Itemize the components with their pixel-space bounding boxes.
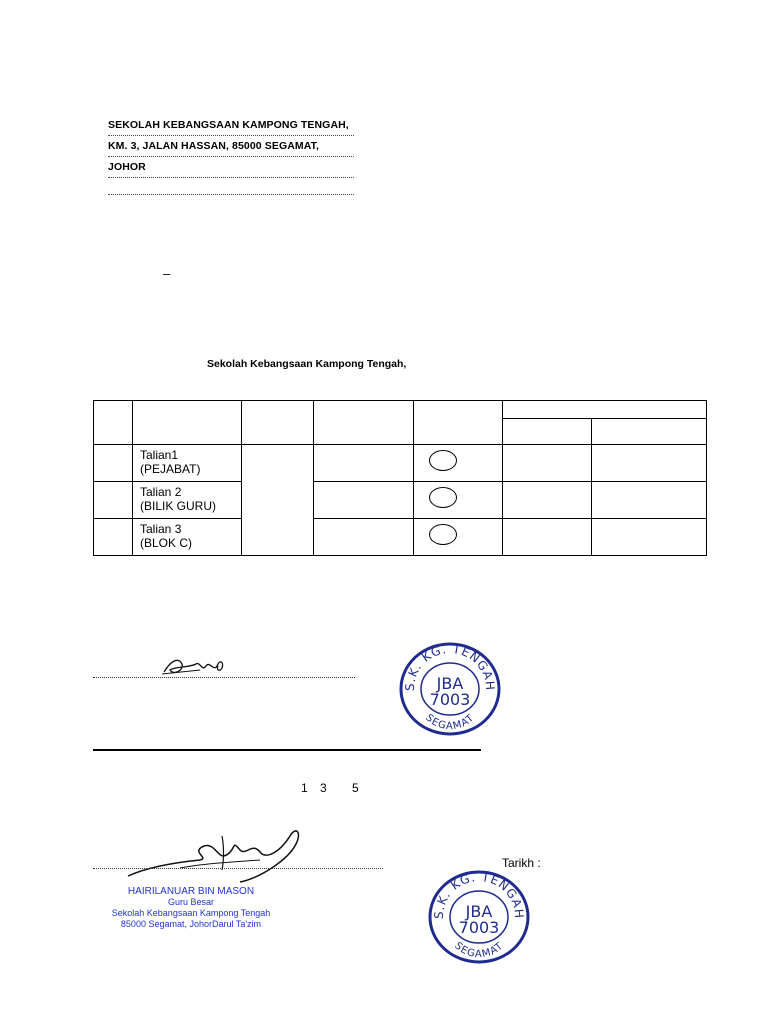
school-name: Sekolah Kebangsaan Kampong Tengah, [207, 358, 407, 370]
stamp-bottom-text: SEGAMAT [423, 712, 477, 733]
circle-mark [429, 450, 457, 471]
address-line-blank [108, 177, 354, 195]
line-label: Talian 3 (BLOK C) [133, 519, 242, 556]
school-stamp-2 [427, 869, 531, 965]
headmaster-school: Sekolah Kebangsaan Kampong Tengah [111, 908, 271, 918]
headmaster-dotted-line [93, 867, 383, 869]
merged-cell [242, 445, 314, 556]
header-cell-group [503, 401, 707, 419]
phone-lines-table [93, 400, 707, 556]
address-line-3: JOHOR [108, 160, 354, 178]
section-divider [93, 749, 481, 751]
digit-1: 1 [301, 781, 308, 795]
signature-dotted-line [93, 676, 355, 678]
address-line-2: KM. 3, JALAN HASSAN, 85000 SEGAMAT, [108, 139, 354, 157]
headmaster-name: HAIRILANUAR BIN MASON [127, 886, 255, 897]
stamp-code-1: JBA [465, 902, 493, 921]
line-label: Talian1 (PEJABAT) [133, 445, 242, 482]
signature-headmaster [120, 822, 310, 888]
header-cell-2 [133, 401, 242, 445]
table-row [94, 519, 707, 556]
header-cell-3 [242, 401, 314, 445]
stamp-code-2: 7003 [429, 690, 471, 709]
digit-3: 3 [320, 781, 327, 795]
headmaster-signature-block [93, 886, 289, 930]
header-subcell-1 [503, 419, 592, 445]
digit-5: 5 [352, 781, 359, 795]
table-row [94, 482, 707, 519]
headmaster-title: Guru Besar [167, 897, 215, 907]
stamp-top-text: S.K. KG. TENGAH [402, 641, 498, 692]
stamp-bottom-text: SEGAMAT [452, 940, 506, 961]
header-cell-1 [94, 401, 133, 445]
header-cell-4 [314, 401, 414, 445]
line-label: Talian 2 (BILIK GURU) [133, 482, 242, 519]
header-subcell-2 [592, 419, 707, 445]
address-line-1: SEKOLAH KEBANGSAAN KAMPONG TENGAH, [108, 118, 354, 136]
table-row [94, 445, 707, 482]
stamp-code-2: 7003 [458, 918, 500, 937]
stamp-code-1: JBA [436, 674, 464, 693]
headmaster-address: 85000 Segamat, JohorDarul Ta'zim [120, 919, 262, 929]
school-stamp-1 [398, 641, 502, 737]
date-label: Tarikh : [502, 856, 541, 870]
circle-mark [429, 487, 457, 508]
header-cell-5 [414, 401, 503, 445]
dash-mark: – [163, 266, 171, 281]
stamp-top-text: S.K. KG. TENGAH [431, 869, 527, 920]
circle-mark [429, 524, 457, 545]
